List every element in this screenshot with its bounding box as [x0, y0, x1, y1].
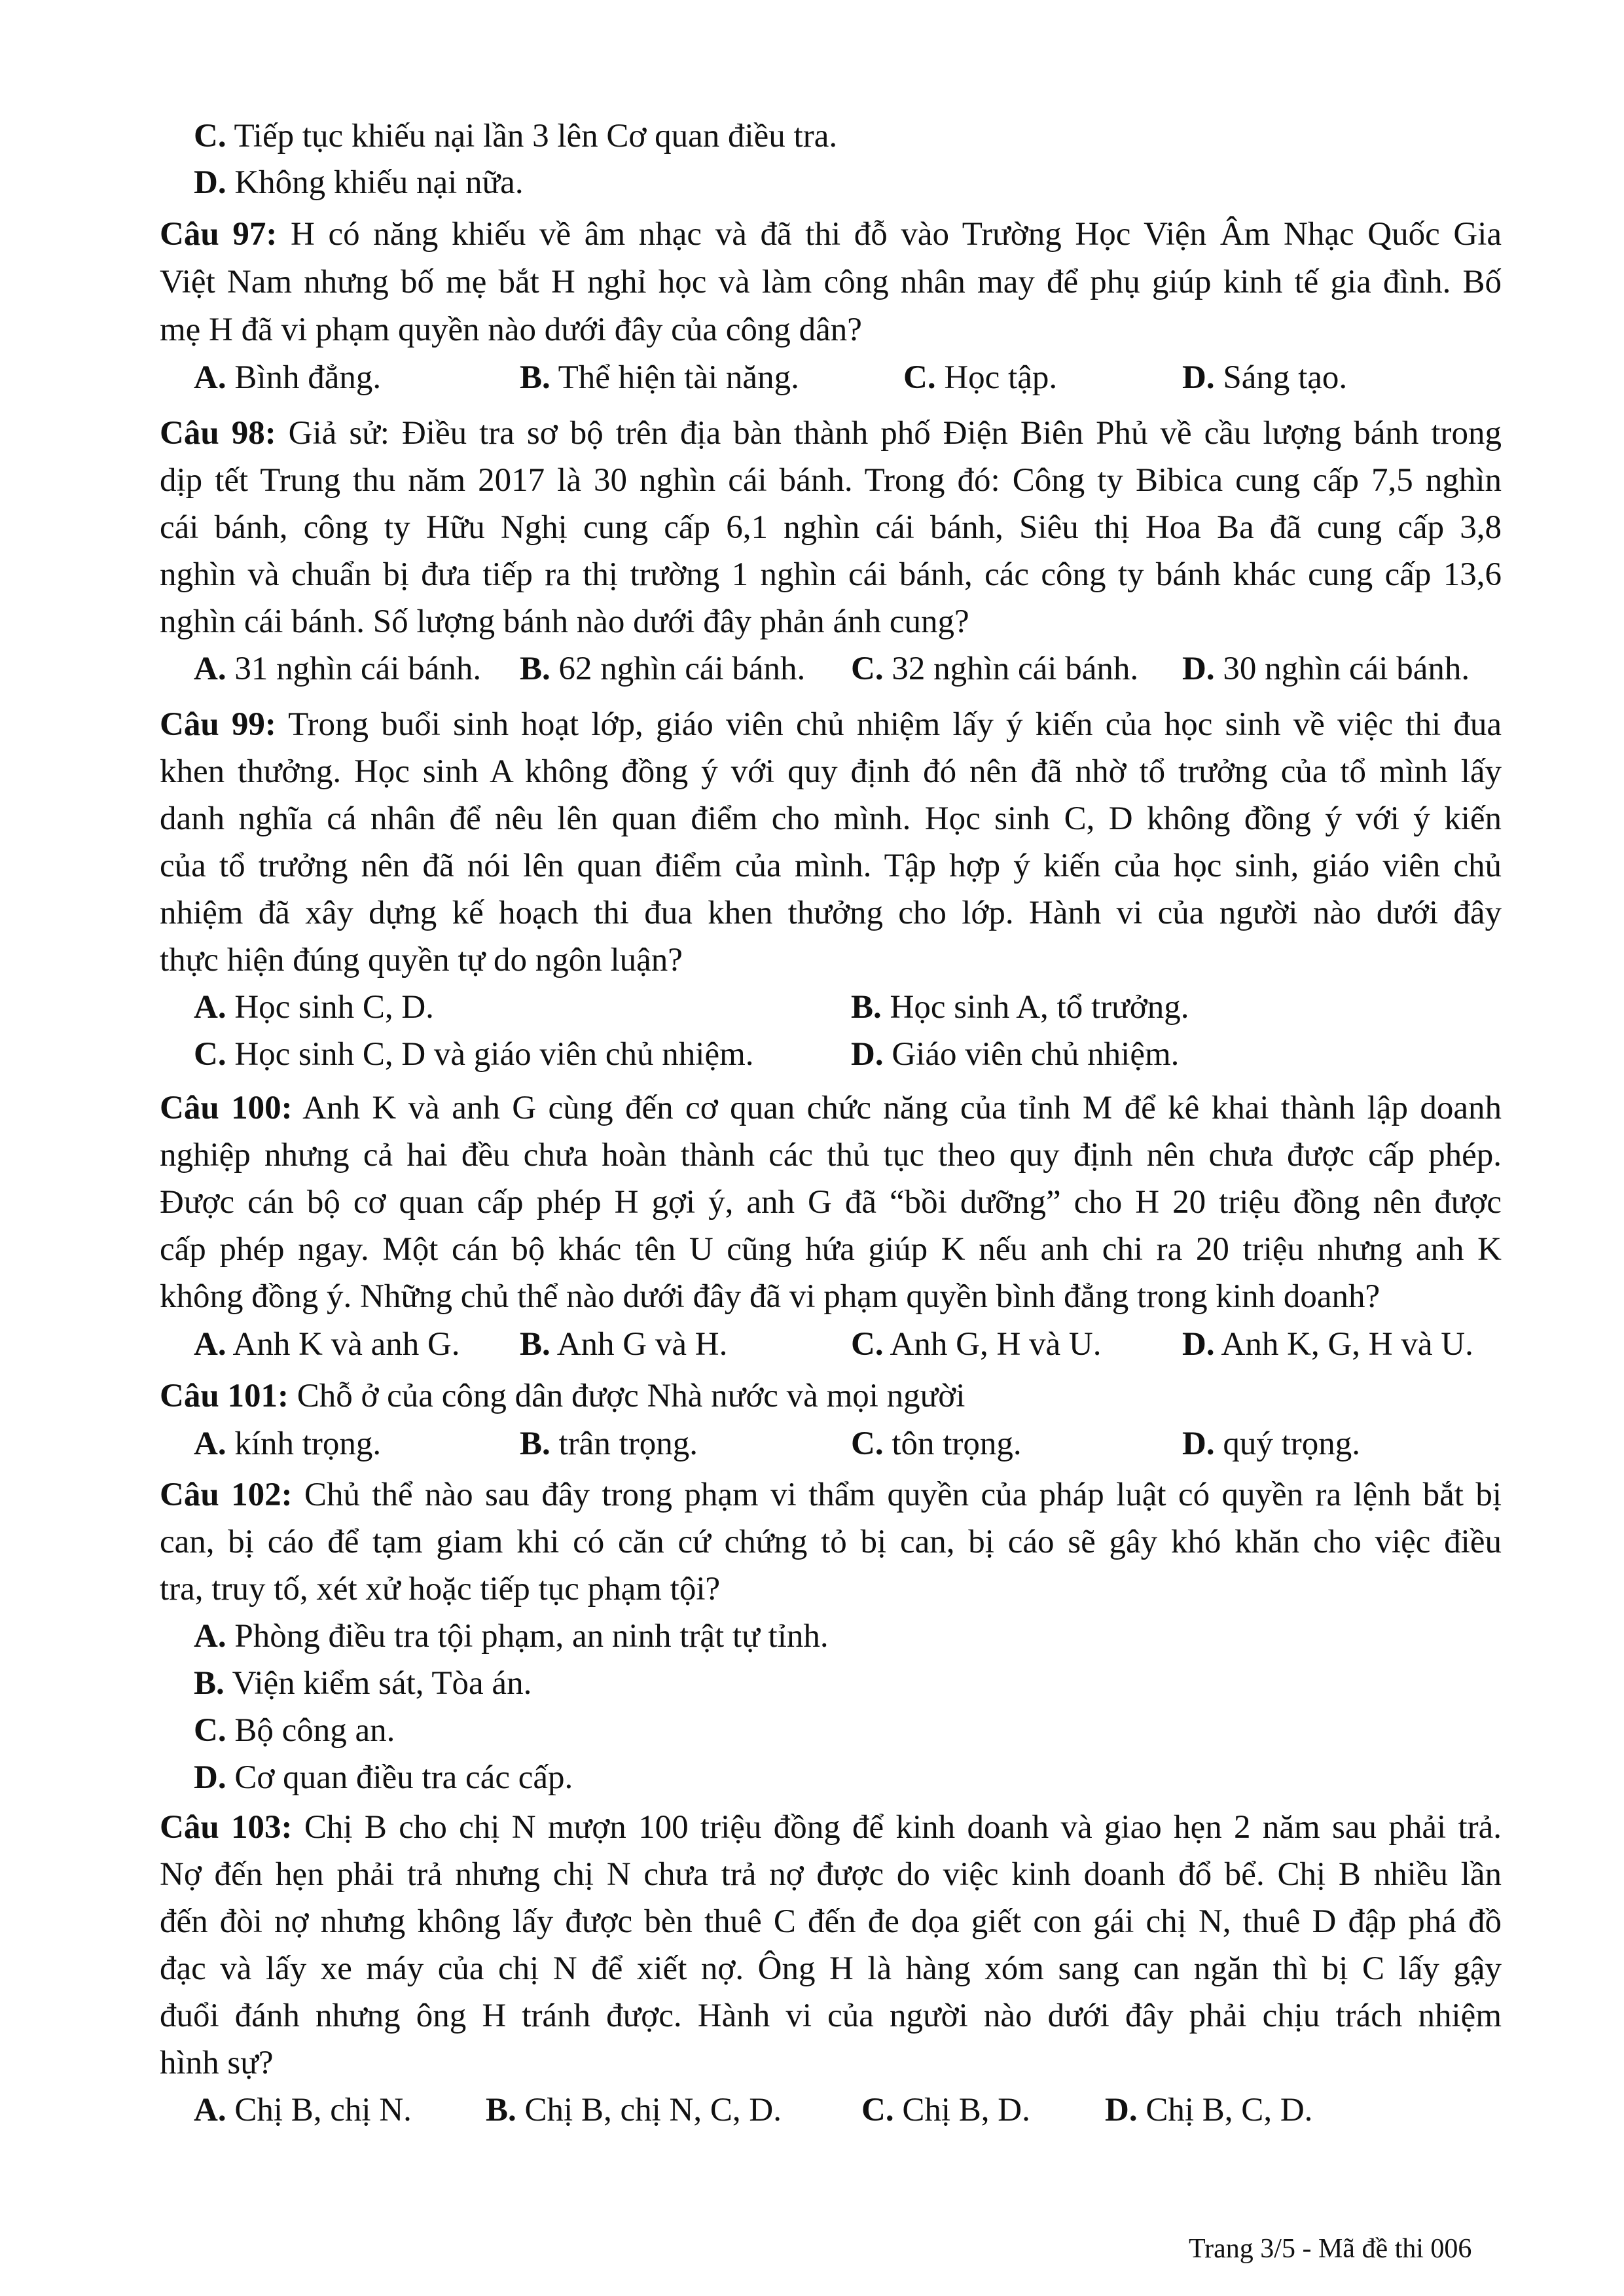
option-letter: A. — [194, 1426, 226, 1462]
option-text: 62 nghìn cái bánh. — [550, 651, 806, 687]
q101-option-d — [1182, 1420, 1360, 1467]
q101-option-b — [520, 1420, 698, 1467]
option-letter: A. — [194, 2092, 226, 2128]
question-label: Câu 100: — [160, 1090, 293, 1126]
option-text: quý trọng. — [1214, 1426, 1360, 1462]
option-text: 32 nghìn cái bánh. — [883, 651, 1139, 687]
option-text: Chị B, C, D. — [1137, 2092, 1313, 2128]
q103-stem-line-3: đến đòi nợ nhưng không lấy được bèn thuê C đến đe dọa giết con gái chị N, thuê D đập phá đồ — [160, 1903, 1502, 1940]
stem-text: Chủ thể nào sau đây trong phạm vi thẩm quyền của pháp luật có quyền ra lệnh bắt bị — [292, 1477, 1502, 1513]
q102-option-a — [194, 1613, 1536, 1660]
option-letter: B. — [486, 2092, 516, 2128]
q99-stem-line-4: của tổ trưởng nên đã nói lên quan điểm của mình. Tập hợp ý kiến của học sinh, giáo viên chủ — [160, 848, 1502, 884]
option-text: Sáng tạo. — [1214, 359, 1348, 396]
option-letter: B. — [194, 1665, 225, 1702]
option-text: Anh G, H và U. — [883, 1326, 1102, 1363]
q102-stem-line-3: tra, truy tố, xét xử hoặc tiếp tục phạm tội? — [160, 1571, 721, 1607]
q102-stem-line-2: can, bị cáo để tạm giam khi có căn cứ chứng tỏ bị can, bị cáo sẽ gây khó khăn cho việc điều — [160, 1524, 1502, 1560]
q100-option-b — [520, 1321, 727, 1368]
question-label: Câu 103: — [160, 1809, 293, 1846]
q102-stem-line-1 — [160, 1471, 1502, 1518]
option-letter: B. — [520, 651, 550, 687]
option-letter: B. — [851, 989, 882, 1026]
option-letter: A. — [194, 651, 226, 687]
option-letter: A. — [194, 1326, 226, 1363]
q100-stem-line-3: Được cán bộ cơ quan cấp phép H gợi ý, anh G đã “bồi dưỡng” cho H 20 triệu đồng nên được — [160, 1184, 1502, 1221]
option-text: Viện kiểm sát, Tòa án. — [224, 1665, 532, 1702]
option-letter: C. — [861, 2092, 894, 2128]
q97-stem-line-1 — [160, 211, 1502, 258]
option-letter: C. — [194, 1036, 226, 1073]
option-letter: B. — [520, 359, 550, 396]
q103-option-a — [194, 2087, 412, 2134]
option-text: Chị B, chị N, C, D. — [516, 2092, 782, 2128]
q96-option-c — [194, 113, 1536, 160]
q103-option-c — [861, 2087, 1030, 2134]
option-letter: D. — [1182, 651, 1215, 687]
option-text: Tiếp tục khiếu nại lần 3 lên Cơ quan điều tra. — [234, 118, 838, 154]
q99-stem-line-3: danh nghĩa cá nhân để nêu lên quan điểm cho mình. Học sinh C, D không đồng ý với ý kiến — [160, 800, 1502, 837]
q100-option-a — [194, 1321, 460, 1368]
q98-option-d — [1182, 645, 1470, 692]
q102-option-c — [194, 1707, 1536, 1754]
option-letter: D. — [1182, 1426, 1215, 1462]
option-text: Không khiếu nại nữa. — [234, 164, 524, 201]
option-text: 30 nghìn cái bánh. — [1214, 651, 1470, 687]
q100-option-d — [1182, 1321, 1473, 1368]
q103-option-b — [486, 2087, 782, 2134]
option-text: Học sinh C, D và giáo viên chủ nhiệm. — [226, 1036, 754, 1073]
option-letter: A. — [194, 1618, 226, 1655]
option-text: Cơ quan điều tra các cấp. — [226, 1759, 573, 1796]
q98-option-c — [851, 645, 1138, 692]
q103-stem-line-4: đạc và lấy xe máy của chị N để xiết nợ. Ông H là hàng xóm sang can ngăn thì bị C lấy gậy — [160, 1950, 1502, 1987]
q103-stem-line-2: Nợ đến hẹn phải trả nhưng chị N chưa trả nợ được do việc kinh doanh đổ bể. Chị B nhiều lần — [160, 1856, 1502, 1893]
q97-option-c — [903, 354, 1057, 401]
q98-stem-line-1 — [160, 410, 1502, 457]
q97-option-a — [194, 354, 381, 401]
option-letter: D. — [194, 1759, 226, 1796]
option-text: kính trọng. — [226, 1426, 382, 1462]
question-label: Câu 97: — [160, 216, 278, 253]
question-label: Câu 102: — [160, 1477, 293, 1513]
q103-stem-line-5: đuổi đánh nhưng ông H tránh được. Hành vi của người nào dưới đây phải chịu trách nhiệm — [160, 1998, 1502, 2034]
option-text: 31 nghìn cái bánh. — [226, 651, 482, 687]
option-letter: C. — [851, 1426, 884, 1462]
option-text: tôn trọng. — [883, 1426, 1022, 1462]
option-letter: D. — [1182, 1326, 1215, 1363]
stem-text: H có năng khiếu về âm nhạc và đã thi đỗ vào Trường Học Viện Âm Nhạc Quốc Gia — [277, 216, 1502, 253]
page-footer: Trang 3/5 - Mã đề thi 006 — [1189, 2234, 1472, 2264]
stem-text: Chỗ ở của công dân được Nhà nước và mọi người — [288, 1378, 965, 1414]
q99-stem-line-1 — [160, 701, 1502, 748]
option-text: Thể hiện tài năng. — [550, 359, 799, 396]
question-label: Câu 101: — [160, 1378, 289, 1414]
q103-option-d — [1105, 2087, 1312, 2134]
q98-stem-line-3: cái bánh, công ty Hữu Nghị cung cấp 6,1 nghìn cái bánh, Siêu thị Hoa Ba đã cung cấp 3,8 — [160, 509, 1502, 546]
q99-option-c — [194, 1031, 754, 1078]
q99-option-a — [194, 984, 434, 1031]
option-letter: D. — [194, 164, 226, 201]
option-text: Chị B, D. — [893, 2092, 1030, 2128]
question-label: Câu 99: — [160, 706, 276, 743]
option-text: Bộ công an. — [226, 1712, 395, 1749]
q100-stem-line-2: nghiệp nhưng cả hai đều chưa hoàn thành các thủ tục theo quy định nên chưa được cấp phép. — [160, 1137, 1502, 1174]
stem-text: Giả sử: Điều tra sơ bộ trên địa bàn thành phố Điện Biên Phủ về cầu lượng bánh trong — [276, 415, 1502, 452]
q98-stem-line-2: dịp tết Trung thu năm 2017 là 30 nghìn cái bánh. Trong đó: Công ty Bibica cung cấp 7,5 nghìn — [160, 462, 1502, 499]
option-letter: D. — [1105, 2092, 1138, 2128]
option-letter: B. — [520, 1426, 550, 1462]
q98-stem-line-4: nghìn và chuẩn bị đưa tiếp ra thị trường 1 nghìn cái bánh, các công ty bánh khác cung cấp 13,6 — [160, 556, 1502, 593]
q97-option-b — [520, 354, 799, 401]
q98-option-b — [520, 645, 805, 692]
q102-option-d — [194, 1754, 1536, 1801]
option-letter: C. — [903, 359, 936, 396]
q97-stem-line-3: mẹ H đã vi phạm quyền nào dưới đây của công dân? — [160, 312, 862, 348]
q100-stem-line-4: cấp phép ngay. Một cán bộ khác tên U cũng hứa giúp K nếu anh chi ra 20 triệu nhưng anh K — [160, 1231, 1502, 1268]
option-text: Phòng điều tra tội phạm, an ninh trật tự tỉnh. — [226, 1618, 829, 1655]
q100-option-c — [851, 1321, 1102, 1368]
q98-stem-line-5: nghìn cái bánh. Số lượng bánh nào dưới đây phản ánh cung? — [160, 603, 969, 640]
option-letter: C. — [851, 1326, 884, 1363]
q96-option-d — [194, 159, 1536, 206]
q101-option-c — [851, 1420, 1022, 1467]
option-text: Học sinh C, D. — [226, 989, 434, 1026]
q99-stem-line-6: thực hiện đúng quyền tự do ngôn luận? — [160, 942, 683, 978]
option-text: Bình đẳng. — [226, 359, 382, 396]
option-letter: D. — [851, 1036, 884, 1073]
q100-stem-line-5: không đồng ý. Những chủ thể nào dưới đây đã vi phạm quyền bình đẳng trong kinh doanh? — [160, 1278, 1380, 1315]
option-letter: C. — [851, 651, 884, 687]
option-text: Giáo viên chủ nhiệm. — [883, 1036, 1180, 1073]
q97-option-d — [1182, 354, 1347, 401]
option-text: Anh G và H. — [550, 1326, 728, 1363]
option-letter: D. — [1182, 359, 1215, 396]
q97-stem-line-2: Việt Nam nhưng bố mẹ bắt H nghỉ học và làm công nhân may để phụ giúp kinh tế gia đình. Bố — [160, 264, 1502, 300]
q99-stem-line-2: khen thưởng. Học sinh A không đồng ý với quy định đó nên đã nhờ tổ trưởng của tổ mình lấy — [160, 753, 1502, 790]
q99-option-d — [851, 1031, 1179, 1078]
q102-option-b — [194, 1660, 1536, 1707]
option-text: Anh K và anh G. — [226, 1326, 460, 1363]
option-text: trân trọng. — [550, 1426, 698, 1462]
option-letter: C. — [194, 118, 226, 154]
option-letter: A. — [194, 989, 226, 1026]
q98-option-a — [194, 645, 481, 692]
question-label: Câu 98: — [160, 415, 276, 452]
option-letter: A. — [194, 359, 226, 396]
stem-text: Chị B cho chị N mượn 100 triệu đồng để kinh doanh và giao hẹn 2 năm sau phải trả. — [292, 1809, 1502, 1846]
q103-stem-line-1 — [160, 1804, 1502, 1851]
option-letter: B. — [520, 1326, 550, 1363]
q101-option-a — [194, 1420, 381, 1467]
q101-stem-line-1 — [160, 1372, 1502, 1420]
stem-text: Anh K và anh G cùng đến cơ quan chức năng của tỉnh M để kê khai thành lập doanh — [292, 1090, 1502, 1126]
stem-text: Trong buổi sinh hoạt lớp, giáo viên chủ nhiệm lấy ý kiến của học sinh về việc thi đua — [276, 706, 1502, 743]
q103-stem-line-6: hình sự? — [160, 2045, 274, 2081]
q100-stem-line-1 — [160, 1085, 1502, 1132]
option-letter: C. — [194, 1712, 226, 1749]
q99-option-b — [851, 984, 1189, 1031]
option-text: Chị B, chị N. — [226, 2092, 412, 2128]
option-text: Anh K, G, H và U. — [1214, 1326, 1473, 1363]
q99-stem-line-5: nhiệm đã xây dựng kế hoạch thi đua khen thưởng cho lớp. Hành vi của người nào dưới đây — [160, 895, 1502, 931]
option-text: Học tập. — [935, 359, 1058, 396]
option-text: Học sinh A, tổ trưởng. — [881, 989, 1189, 1026]
